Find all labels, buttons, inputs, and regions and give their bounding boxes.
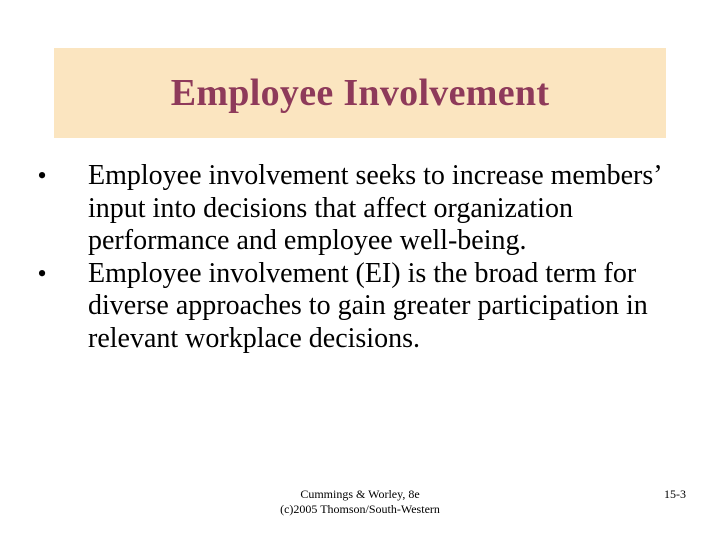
bullet-item	[30, 160, 680, 258]
bullet-text: Employee involvement (EI) is the broad term for diverse approaches to gain greater participation in relevant workplace decisions.	[88, 257, 648, 354]
title-banner	[54, 48, 666, 138]
bullet-marker: •	[37, 258, 47, 288]
bullet-marker: •	[37, 161, 47, 190]
footer-source-line: Cummings & Worley, 8e	[300, 487, 420, 501]
footer-source	[240, 487, 480, 517]
bullet-list	[30, 160, 680, 355]
footer-source-line: (c)2005 Thomson/South-Western	[280, 502, 440, 516]
bullet-item	[30, 258, 680, 356]
slide-title: Employee Involvement	[170, 72, 550, 114]
page-number: 15-3	[664, 487, 686, 501]
bullet-text: Employee involvement seeks to increase members’ input into decisions that affect organization performance and employee well-being.	[88, 160, 661, 256]
